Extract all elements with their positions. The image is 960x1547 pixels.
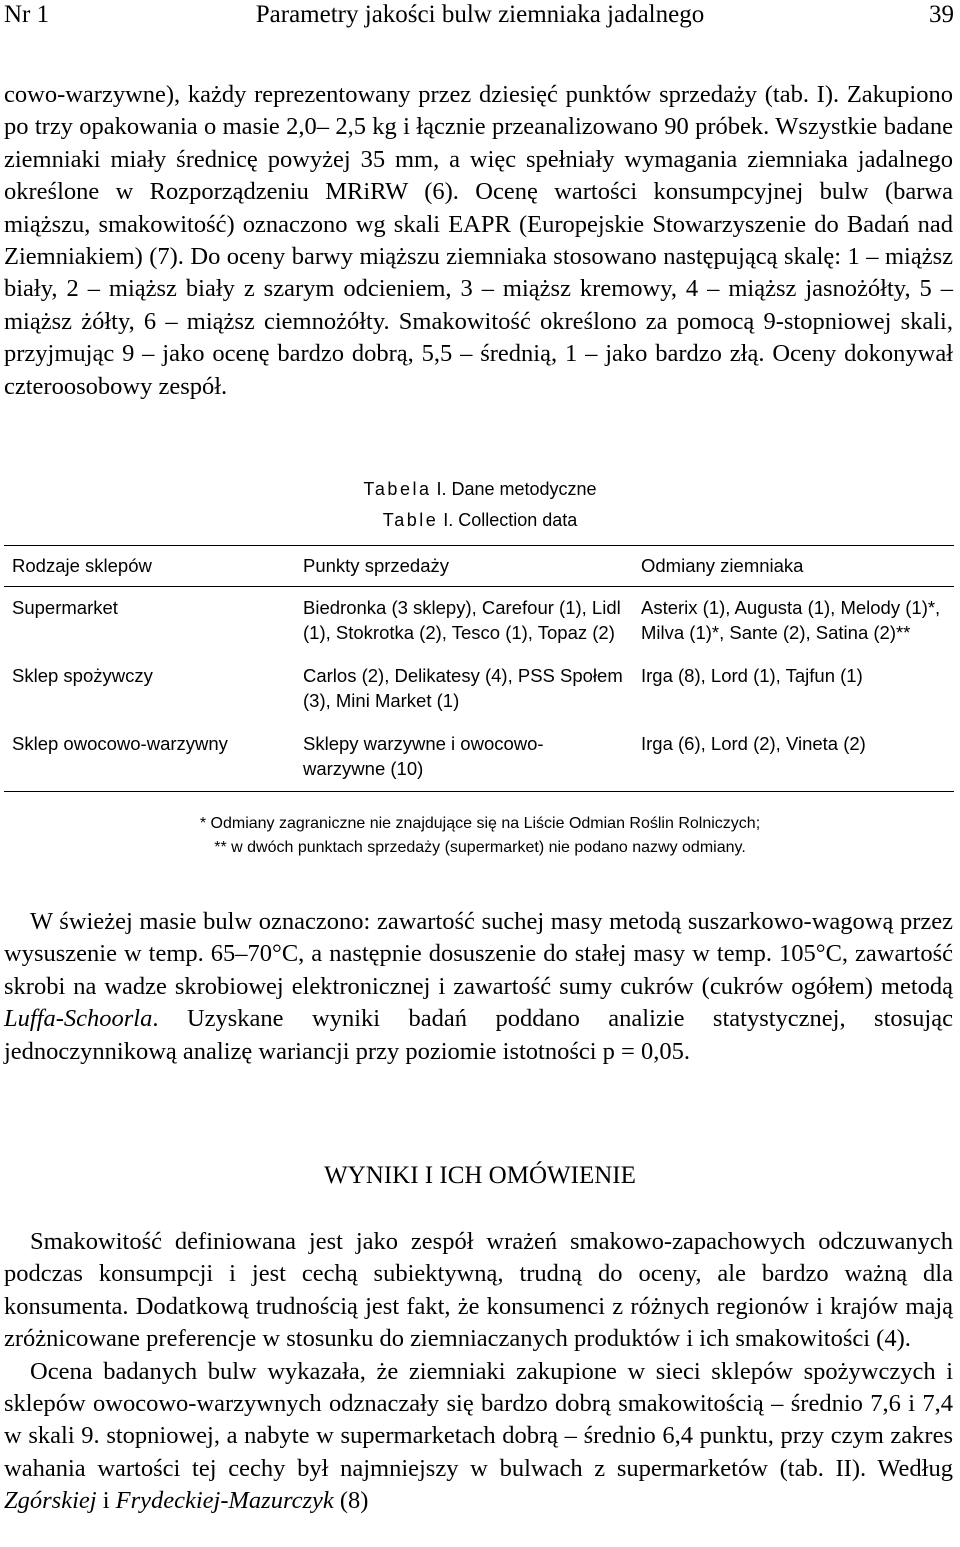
table-caption-english: [0, 505, 960, 535]
column-header-sales-points: Punkty sprzedaży: [295, 546, 633, 587]
store-type-cell: Sklep owocowo-warzywny: [4, 723, 295, 792]
results-connector: i: [96, 1487, 116, 1515]
methods-paragraph-text: [4, 906, 953, 1068]
cited-author-1: Zgórskiej: [4, 1487, 97, 1515]
results-section: [4, 1226, 953, 1518]
page-header: [0, 0, 960, 32]
footnote-unnamed-varieties: ** w dwóch punktach sprzedaży (supermarket) nie podano nazwy odmiany.: [214, 839, 746, 856]
intro-paragraph-text: cowo-warzywne), każdy reprezentowany przez dziesięć punktów sprzedaży (tab. I). Zakupiono po trzy opakowania o masie 2,0– 2,5 kg i łącznie przeanalizowano 90 próbek. Wszystkie badane ziemniaki miały średnicę powyżej 35 mm, a więc spełniały wymagania ziemniaka jadalnego określone w Rozporządzeniu MRiRW (6). Ocenę wartości konsumpcyjnej bulw (barwa miąższu, smakowitość) oznaczono wg skali EAPR (Europejskie Stowarzyszenie do Badań nad Ziemniakiem) (7). Do oceny barwy miąższu ziemniaka stosowano następującą skalę: 1 – miąższ biały, 2 – miąższ biały z szarym odcieniem, 3 – miąższ kremowy, 4 – miąższ jasnożółty, 5 – miąższ żółty, 6 – miąższ ciemnożółty. Smakowitość określono za pomocą 9-stopniowej skali, przyjmując 9 – jako ocenę bardzo dobrą, 5,5 – średnią, 1 – jako bardzo złą. Oceny dokonywał czteroosobowy zespół.: [4, 81, 953, 400]
methods-text-part1: W świeżej masie bulw oznaczono: zawartość suchej masy metodą suszarkowo-wagową przez wysuszenie w temp. 65–70°C, a następnie dosuszenie do stałej masy w temp. 105°C, zawartość skrobi na wadze skrobiowej elektronicznej i zawartość sumy cukrów (cukrów ogółem) metodą: [4, 908, 953, 1000]
sales-points-cell: Biedronka (3 sklepy), Carefour (1), Lidl (1), Stokrotka (2), Tesco (1), Topaz (2): [303, 596, 621, 643]
store-type-cell: Sklep spożywczy: [12, 664, 153, 686]
varieties-cell: Asterix (1), Augusta (1), Melody (1)*, Milva (1)*, Sante (2), Satina (2)**: [641, 596, 941, 643]
running-title: Parametry jakości bulw ziemniaka jadalnego: [255, 1, 705, 28]
varieties-cell: Irga (8), Lord (1), Tajfun (1): [641, 664, 863, 686]
table-row: [4, 655, 954, 723]
page-number: 39: [929, 1, 954, 28]
table-row: [4, 723, 954, 792]
store-type-cell: Supermarket: [12, 596, 118, 618]
table-label-en: Table: [382, 510, 439, 530]
table-title-en: I. Collection data: [443, 510, 578, 530]
varieties-cell: Irga (6), Lord (2), Vineta (2): [633, 723, 954, 792]
method-name: Luffa-Schoorla: [4, 1005, 153, 1033]
table-footnotes: [0, 812, 960, 860]
sales-points-cell: Carlos (2), Delikatesy (4), PSS Społem (3), Mini Market (1): [303, 664, 623, 711]
methods-paragraph: [4, 906, 953, 1068]
results-paragraph-1: Smakowitość definiowana jest jako zespół wrażeń smakowo-zapachowych odczuwanych podczas konsumpcji i jest cechą subiektywną, trudną do oceny, ale bardzo ważną dla konsumenta. Dodatkową trudnością jest fakt, że konsumenci z różnych regionów i krajów mają zróżnicowane preferencje w stosunku do ziemniaczanych produktów i ich smakowitości (4).: [4, 1228, 953, 1353]
methods-text-part2: . Uzyskane wyniki badań poddano analizie statystycznej, stosując jednoczynnikową analizę wariancji przy poziomie istotności p = 0,05.: [4, 1005, 953, 1065]
cited-author-2: Frydeckiej-Mazurczyk: [115, 1487, 334, 1515]
table-row: [4, 586, 954, 655]
table-label-pl: Tabela: [363, 479, 432, 499]
sales-points-cell: Sklepy warzywne i owocowo-warzywne (10): [295, 723, 633, 792]
table-header-row: [4, 546, 954, 587]
intro-paragraph: [4, 79, 953, 403]
table-caption-polish: [0, 474, 960, 504]
column-header-store-type: Rodzaje sklepów: [4, 546, 295, 587]
section-heading: WYNIKI I ICH OMÓWIENIE: [324, 1162, 636, 1189]
footnote-foreign-varieties: * Odmiany zagraniczne nie znajdujące się na Liście Odmian Roślin Rolniczych;: [199, 815, 761, 832]
collection-data-table: [4, 545, 954, 792]
results-text-part1: Ocena badanych bulw wykazała, że ziemniaki zakupione w sieci sklepów spożywczych i sklepów owocowo-warzywnych odznaczały się bardzo dobrą smakowitością – średnio 7,6 i 7,4 w skali 9. stopniowej, a nabyte w supermarketach dobrą – średnio 6,4 punktu, przy czym zakres wahania wartości tej cechy był najmniejszy w bulwach z supermarketów (tab. II). Według: [4, 1357, 953, 1482]
table-title-pl: I. Dane metodyczne: [436, 479, 597, 499]
column-header-varieties: Odmiany ziemniaka: [633, 546, 954, 587]
results-paragraph-2: [4, 1356, 953, 1518]
journal-issue: Nr 1: [4, 1, 50, 28]
results-text-part2: (8): [333, 1487, 369, 1515]
